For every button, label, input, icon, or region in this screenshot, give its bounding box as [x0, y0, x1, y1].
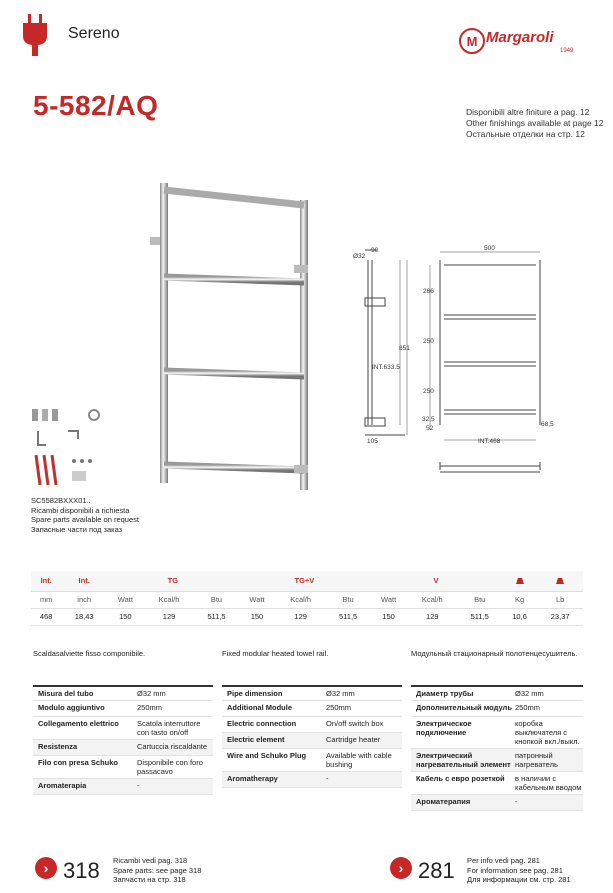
weight-lb-icon	[537, 571, 583, 591]
spare-parts-image	[28, 405, 108, 490]
plug-icon	[22, 14, 48, 56]
desc-en: Fixed modular heated towel rail.	[222, 649, 329, 658]
finish-note: Disponibili altre finiture a pag. 12 Other finishings available at page 12 Остальные отделки на стр. 12	[466, 107, 604, 139]
dim-266: 266	[423, 288, 434, 295]
arrow-right-icon[interactable]: ›	[35, 857, 57, 879]
model-code: 5-582/AQ	[33, 90, 159, 121]
dim-d32: Ø32	[353, 253, 366, 260]
dim-250-b: 250	[423, 388, 434, 395]
dim-68-5: 68,5	[541, 421, 554, 428]
dim-250-a: 250	[423, 338, 434, 345]
values-row: 468 18,43 150 129 511,5 150 129 511,5 150 129 511,5 10,6 23,37	[31, 608, 583, 625]
weight-kg-icon	[502, 571, 537, 591]
dim-int-468: INT.468	[478, 438, 501, 445]
spare-parts-note: SC5582BXXX01.. Ricambi disponibili a richiesta Spare parts available on request Запасные части под заказ	[31, 496, 139, 534]
svg-text:M: M	[466, 34, 478, 49]
info-page-link[interactable]: 281	[418, 858, 455, 883]
specs-table: Int. Int. TG TG+V V mm inch Watt Kcal/h Btu Watt Kcal/h Btu Watt Kcal/h Btu Kg Lb 468 18,43 150 129 511,5 150 129 511,5 150 129 511,5 10,6 23,37	[31, 571, 583, 626]
dim-32-5: 32,5	[422, 416, 435, 423]
brand-logo: Margaroli	[486, 29, 554, 46]
spare-page-link[interactable]: 318	[63, 858, 100, 883]
brand-year: 1949	[560, 48, 574, 54]
dim-851: 851	[399, 345, 410, 352]
spare-page-note: Ricambi vedi pag. 318 Spare parts: see page 318 Запчасти на стр. 318	[113, 856, 202, 884]
dim-52: 52	[426, 425, 434, 432]
props-it: Misura del tubo Ø32 mm Modulo aggiuntivo 250mm Collegamento elettrico Scatola interruttore con tasto on/off Resistenza Cartuccia riscaldante Filo con presa Schuko Disponibile con foro passacavo Aromaterapia -	[33, 685, 213, 795]
props-ru: Диаметр трубы Ø32 mm Дополнительный модуль 250mm Электрическое подключение коробка выключателя с кнопкой вкл./выкл. Электрический нагревательный элемент патронный нагреватель Кабель с евро розеткой в наличии с кабельным вводом Ароматерапия -	[411, 685, 583, 811]
collection-title: Sereno	[68, 25, 120, 42]
dim-105: 105	[367, 438, 378, 445]
side-view-drawing	[345, 240, 415, 450]
props-en: Pipe dimension Ø32 mm Additional Module 250mm Electric connection On/off switch box Electric element Cartridge heater Wire and Schuko Plug Available with cable bushing Aromatherapy -	[222, 685, 402, 788]
desc-ru: Модульный стационарный полотенцесушитель.	[411, 649, 578, 658]
dim-500: 500	[484, 245, 495, 252]
dim-int-633: INT.633.5	[372, 364, 400, 371]
margaroli-logo-icon	[459, 28, 485, 54]
units-row: mm inch Watt Kcal/h Btu Watt Kcal/h Btu Watt Kcal/h Btu Kg Lb	[31, 591, 583, 608]
arrow-right-icon[interactable]: ›	[390, 857, 412, 879]
info-page-note: Per info vedi pag. 281 For information see pag. 281 Для информации см. стр. 281	[467, 856, 571, 884]
dim-90: 90	[371, 247, 379, 254]
product-image	[140, 175, 320, 495]
front-view-drawing	[420, 240, 560, 490]
desc-it: Scaldasalviette fisso componibile.	[33, 649, 146, 658]
